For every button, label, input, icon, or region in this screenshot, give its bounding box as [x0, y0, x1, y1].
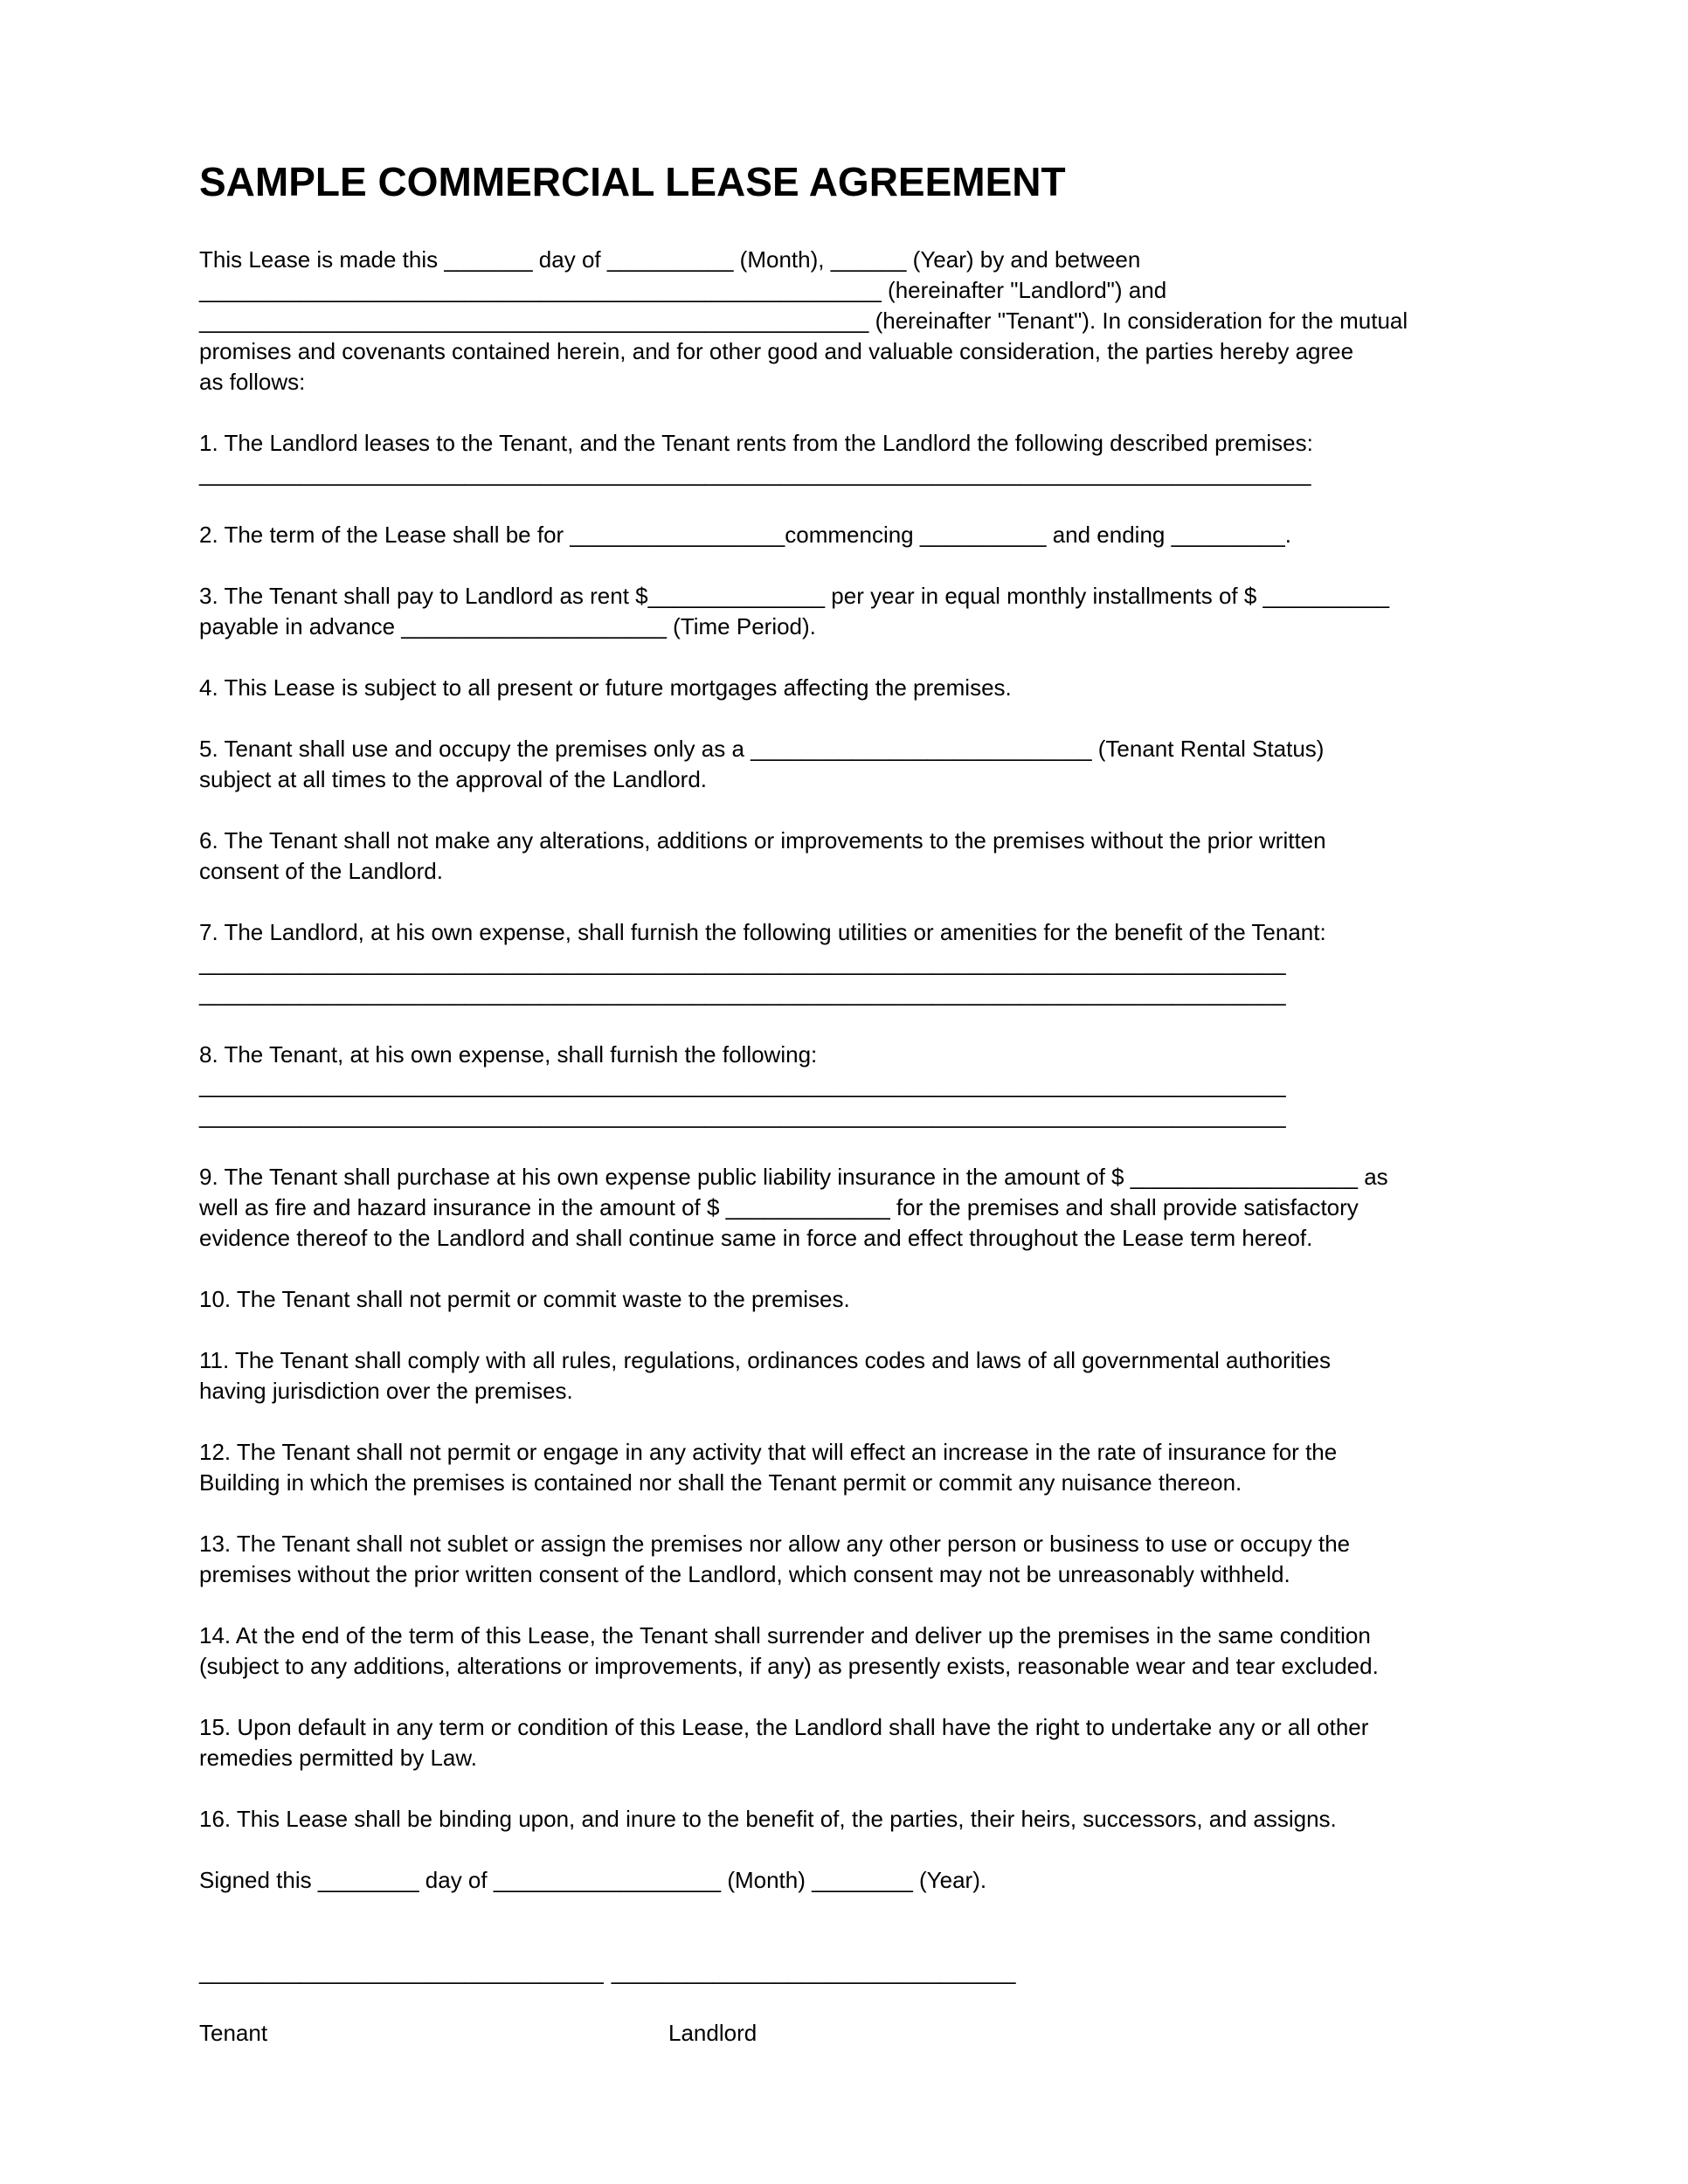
text-line: consent of the Landlord.: [199, 858, 443, 884]
paragraph-clause-11: [199, 1345, 1496, 1406]
landlord-signature-line: ________________________________: [611, 1959, 1016, 1985]
paragraph-clause-12: [199, 1437, 1496, 1498]
text-line: Building in which the premises is contained nor shall the Tenant permit or commit any nuisance thereon.: [199, 1469, 1242, 1496]
paragraph-clause-7: [199, 917, 1496, 1009]
paragraph-clause-9: [199, 1162, 1496, 1254]
text-line: ______________________________________________________ (hereinafter "Landlord") and: [199, 277, 1167, 303]
text-line: 16. This Lease shall be binding upon, and inure to the benefit of, the parties, their heirs, successors, and assigns.: [199, 1806, 1337, 1832]
text-line: promises and covenants contained herein, and for other good and valuable consideration, the parties hereby agree: [199, 338, 1354, 364]
paragraph-clause-15: [199, 1712, 1496, 1773]
text-line: 4. This Lease is subject to all present or future mortgages affecting the premises.: [199, 674, 1012, 701]
paragraph-clause-3: [199, 581, 1496, 642]
text-line: 13. The Tenant shall not sublet or assign the premises nor allow any other person or business to use or occupy the: [199, 1531, 1351, 1557]
text-line: evidence thereof to the Landlord and shall continue same in force and effect throughout the Lease term hereof.: [199, 1225, 1313, 1251]
text-line: 10. The Tenant shall not permit or commit waste to the premises.: [199, 1286, 850, 1312]
paragraph-clause-14: [199, 1621, 1496, 1682]
text-line: 11. The Tenant shall comply with all rules, regulations, ordinances codes and laws of all governmental authorities: [199, 1347, 1331, 1373]
text-line: 5. Tenant shall use and occupy the premises only as a ___________________________ (Tenant Rental Status): [199, 736, 1325, 762]
text-line: payable in advance _____________________ (Time Period).: [199, 613, 816, 639]
paragraph-clause-4: [199, 673, 1496, 703]
text-line: 1. The Landlord leases to the Tenant, and the Tenant rents from the Landlord the following described premises:: [199, 430, 1313, 456]
signature-lines-row: [199, 1957, 1496, 1987]
paragraph-clause-2: [199, 520, 1496, 550]
text-line: (subject to any additions, alterations or improvements, if any) as presently exists, reasonable wear and tear excluded.: [199, 1653, 1379, 1679]
text-line: This Lease is made this _______ day of __________ (Month), ______ (Year) by and between: [199, 246, 1141, 273]
text-line: 3. The Tenant shall pay to Landlord as rent $______________ per year in equal monthly installments of $ __________: [199, 583, 1390, 609]
paragraph-clause-13: [199, 1529, 1496, 1590]
paragraph-clause-10: [199, 1284, 1496, 1315]
text-line: ______________________________________________________________________________________: [199, 980, 1286, 1006]
paragraph-clause-8: [199, 1040, 1496, 1131]
text-line: _____________________________________________________ (hereinafter "Tenant"). In consideration for the mutual: [199, 308, 1408, 334]
text-line: 2. The term of the Lease shall be for _________________commencing __________ and ending _________.: [199, 522, 1291, 548]
text-line: 7. The Landlord, at his own expense, shall furnish the following utilities or amenities for the benefit of the Tenant:: [199, 919, 1326, 945]
text-line: 8. The Tenant, at his own expense, shall furnish the following:: [199, 1041, 818, 1068]
text-line: remedies permitted by Law.: [199, 1745, 477, 1771]
paragraph-clause-16: [199, 1804, 1496, 1835]
text-line: ________________________________________________________________________________________: [199, 460, 1311, 487]
text-line: well as fire and hazard insurance in the amount of $ _____________ for the premises and shall provide satisfactory: [199, 1194, 1359, 1220]
paragraph-clause-5: [199, 734, 1496, 795]
paragraph-intro: [199, 245, 1496, 397]
text-line: as follows:: [199, 369, 306, 395]
text-line: 15. Upon default in any term or condition of this Lease, the Landlord shall have the right to undertake any or all other: [199, 1714, 1369, 1740]
text-line: subject at all times to the approval of the Landlord.: [199, 766, 708, 792]
text-line: ______________________________________________________________________________________: [199, 1072, 1286, 1098]
text-line: 9. The Tenant shall purchase at his own expense public liability insurance in the amount of $ __________________ as: [199, 1164, 1388, 1190]
text-line: 12. The Tenant shall not permit or engage in any activity that will effect an increase in the rate of insurance for the: [199, 1439, 1338, 1465]
paragraph-signed: [199, 1865, 1496, 1896]
document-title: SAMPLE COMMERCIAL LEASE AGREEMENT: [199, 159, 1066, 204]
text-line: having jurisdiction over the premises.: [199, 1378, 573, 1404]
tenant-signature-label: Tenant: [199, 2020, 268, 2046]
signature-labels-row: [199, 2018, 1496, 2049]
text-line: 14. At the end of the term of this Lease, the Tenant shall surrender and deliver up the premises in the same condition: [199, 1622, 1371, 1648]
tenant-signature-line: ________________________________: [199, 1959, 604, 1985]
paragraph-clause-6: [199, 826, 1496, 887]
text-line: ______________________________________________________________________________________: [199, 1102, 1286, 1129]
text-line: 6. The Tenant shall not make any alterations, additions or improvements to the premises without the prior written: [199, 827, 1326, 854]
text-line: premises without the prior written consent of the Landlord, which consent may not be unreasonably withheld.: [199, 1561, 1290, 1587]
paragraph-clause-1: [199, 428, 1496, 489]
landlord-signature-label: Landlord: [668, 2020, 758, 2046]
text-line: ______________________________________________________________________________________: [199, 950, 1286, 976]
text-line: Signed this ________ day of __________________ (Month) ________ (Year).: [199, 1867, 987, 1893]
document-body: [199, 245, 1496, 1896]
